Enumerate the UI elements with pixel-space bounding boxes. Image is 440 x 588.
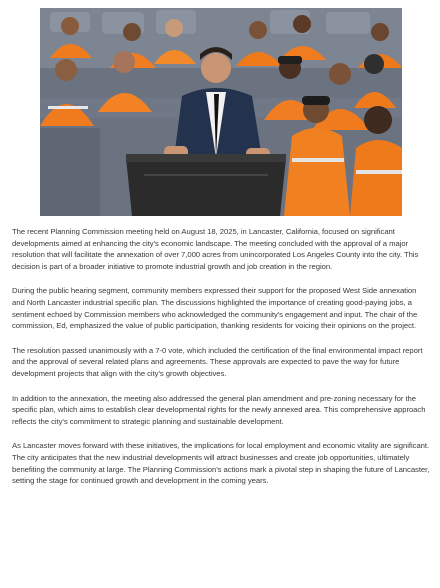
meeting-photo	[40, 8, 402, 216]
article-paragraph: In addition to the annexation, the meeting also addressed the general plan amendment and pre-zoning necessary for the specific plan, which aims to establish clear developmental rights for the newly annexed area. This comprehensive approach reflects the city's commitment to strategic planning and sustainable development.	[12, 393, 426, 426]
meeting-photo-illustration	[40, 8, 402, 216]
article-paragraph: The recent Planning Commission meeting held on August 18, 2025, in Lancaster, California, focused on significant developments aimed at enhancing the city's economic landscape. The meeting concluded with the approval of a major resolution that will facilitate the annexation of over 7,000 acres from unincorporated Los Angeles County into the city. This decision is part of a broader initiative to promote industrial growth and job creation in the region.	[12, 227, 419, 271]
article-paragraph: During the public hearing segment, community members expressed their support for the proposed West Side annexation and North Lancaster industrial specific plan. The discussions highlighted the importance of creating good-paying jobs, a sentiment echoed by Commission members who acknowledged the community's engagement and input. The chair of the commission, Ed, emphasized the value of public participation, thanking residents for voicing their opinions on the project.	[12, 286, 418, 331]
article-body	[12, 226, 430, 500]
article-paragraph: As Lancaster moves forward with these initiatives, the implications for local employment and economic vitality are significant. The city anticipates that the new industrial developments will attract businesses and create job opportunities, ultimately benefiting the community at large. The Planning Commission's actions mark a pivotal step in shaping the future of Lancaster, setting the stage for continued growth and development in the coming years.	[12, 441, 430, 486]
article-paragraph: The resolution passed unanimously with a 7-0 vote, which included the certification of the final environmental impact report and the approval of several related plans and agreements. These approvals are expected to pave the way for future development projects that align with the city's growth objectives.	[12, 345, 423, 378]
